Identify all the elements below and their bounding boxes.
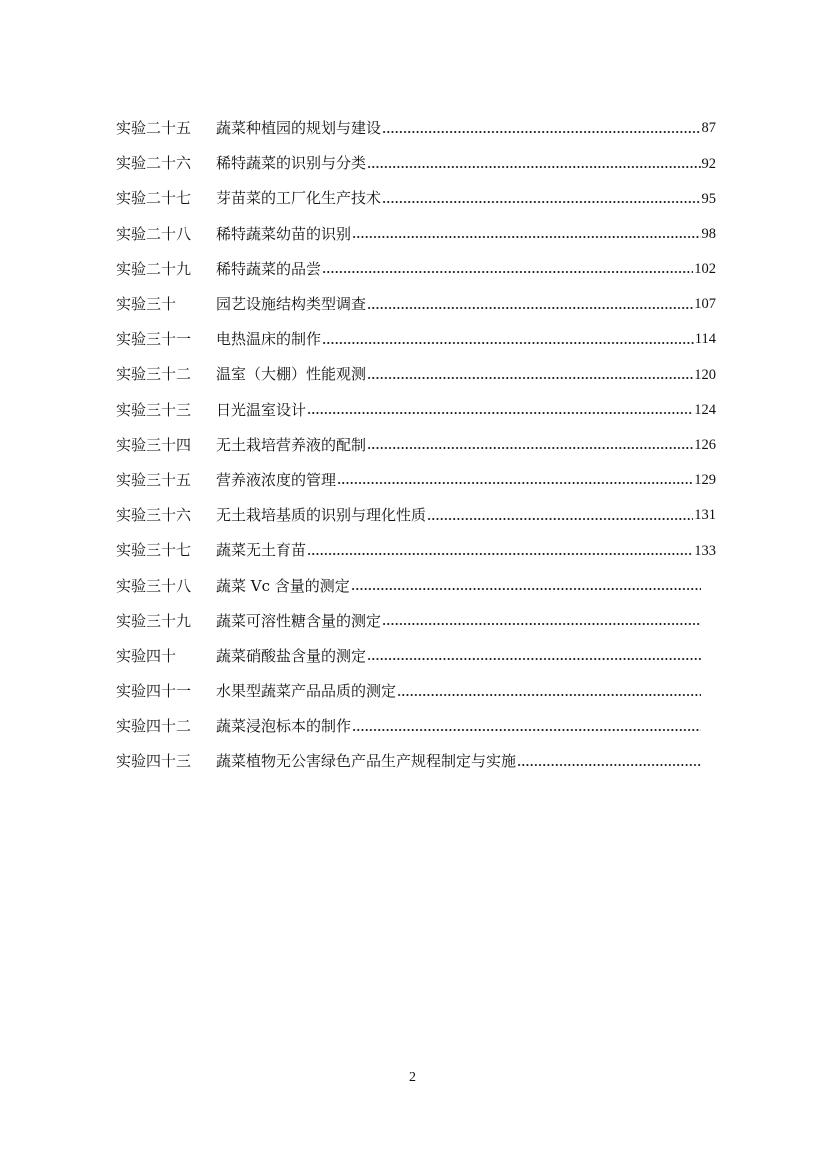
dot-leader [351, 588, 701, 590]
toc-entry-title: 蔬菜植物无公害绿色产品生产规程制定与实施 [216, 752, 517, 771]
toc-entry-page: 95 [701, 190, 716, 207]
dot-leader [382, 623, 701, 625]
toc-entry-page: 114 [694, 331, 716, 348]
dot-leader [367, 377, 693, 379]
toc-entry-title: 水果型蔬菜产品品质的测定 [216, 682, 397, 701]
toc-entry-title: 蔬菜硝酸盐含量的测定 [216, 646, 367, 665]
toc-entry-title: 芽苗菜的工厂化生产技术 [216, 189, 382, 208]
dot-leader [382, 131, 700, 133]
toc-entry[interactable] [116, 744, 716, 779]
toc-entry-title: 蔬菜浸泡标本的制作 [216, 717, 352, 736]
toc-entry-label: 实验二十九 [116, 259, 192, 278]
toc-entry-title: 稀特蔬菜的品尝 [216, 259, 322, 278]
toc-entry[interactable] [116, 217, 716, 252]
toc-entry-title: 蔬菜种植园的规划与建设 [216, 119, 382, 138]
toc-entry-label: 实验二十八 [116, 224, 192, 243]
toc-entry-label: 实验三十八 [116, 576, 192, 595]
toc-entry-page: 98 [701, 225, 716, 242]
toc-entry-page: 124 [694, 401, 716, 418]
toc-entry[interactable] [116, 428, 716, 463]
toc-entry-label: 实验三十三 [116, 400, 192, 419]
toc-entry-page: 126 [694, 437, 716, 454]
toc-entry-label: 实验三十六 [116, 506, 192, 525]
toc-entry-label: 实验四十二 [116, 717, 192, 736]
dot-leader [517, 764, 701, 766]
toc-entry-title: 稀特蔬菜的识别与分类 [216, 154, 367, 173]
toc-entry-title: 日光温室设计 [216, 400, 307, 419]
toc-entry[interactable] [116, 498, 716, 533]
dot-leader [367, 447, 693, 449]
dot-leader [367, 307, 693, 309]
dot-leader [307, 412, 693, 414]
toc-entry[interactable] [116, 533, 716, 568]
toc-entry[interactable] [116, 674, 716, 709]
page-number: 2 [409, 1070, 416, 1085]
toc-entry-title: 稀特蔬菜幼苗的识别 [216, 224, 352, 243]
toc-entry-page: 129 [694, 472, 716, 489]
toc-entry-label: 实验二十五 [116, 119, 192, 138]
toc-entry-title: 蔬菜可溶性糖含量的测定 [216, 611, 382, 630]
toc-entry-page: 107 [694, 296, 716, 313]
dot-leader [367, 166, 700, 168]
toc-entry[interactable] [116, 287, 716, 322]
toc-entry[interactable] [116, 604, 716, 639]
toc-entry[interactable] [116, 393, 716, 428]
toc-entry-label: 实验三十 [116, 295, 177, 314]
toc-entry[interactable] [116, 639, 716, 674]
dot-leader [397, 694, 701, 696]
toc-entry-label: 实验四十三 [116, 752, 192, 771]
toc-entry-title: 无土栽培营养液的配制 [216, 435, 367, 454]
dot-leader [322, 342, 694, 344]
toc-entry-title: 蔬菜无土育苗 [216, 541, 307, 560]
dot-leader [427, 518, 693, 520]
dot-leader [367, 658, 701, 660]
toc-entry-label: 实验三十四 [116, 435, 192, 454]
toc-entry-page: 92 [701, 155, 716, 172]
toc-entry[interactable] [116, 181, 716, 216]
toc-entry[interactable] [116, 322, 716, 357]
dot-leader [307, 553, 693, 555]
toc-entry[interactable] [116, 111, 716, 146]
dot-leader [382, 201, 700, 203]
toc-entry-title: 蔬菜 Vc 含量的测定 [216, 576, 350, 595]
toc-entry-page: 131 [694, 507, 716, 524]
toc-entry-title: 电热温床的制作 [216, 330, 322, 349]
toc-entry-title: 营养液浓度的管理 [216, 470, 337, 489]
toc-entry-label: 实验三十九 [116, 611, 192, 630]
toc-entry-page: 133 [694, 542, 716, 559]
toc-entry-page: 120 [694, 366, 716, 383]
toc-entry-label: 实验三十二 [116, 365, 192, 384]
table-of-contents [116, 111, 716, 780]
toc-entry[interactable] [116, 709, 716, 744]
toc-entry-label: 实验三十七 [116, 541, 192, 560]
toc-entry-title: 温室（大棚）性能观测 [216, 365, 367, 384]
toc-entry-title: 园艺设施结构类型调查 [216, 295, 367, 314]
dot-leader [337, 482, 693, 484]
toc-entry-label: 实验三十一 [116, 330, 192, 349]
toc-entry-label: 实验四十一 [116, 682, 192, 701]
dot-leader [322, 271, 693, 273]
toc-entry-page: 87 [701, 120, 716, 137]
toc-entry-title: 无土栽培基质的识别与理化性质 [216, 506, 427, 525]
toc-entry-label: 实验四十 [116, 646, 177, 665]
toc-entry-label: 实验二十六 [116, 154, 192, 173]
toc-entry[interactable] [116, 252, 716, 287]
toc-entry[interactable] [116, 357, 716, 392]
toc-entry[interactable] [116, 568, 716, 603]
dot-leader [352, 729, 701, 731]
toc-entry[interactable] [116, 463, 716, 498]
toc-entry-label: 实验三十五 [116, 470, 192, 489]
toc-entry[interactable] [116, 146, 716, 181]
toc-entry-page: 102 [694, 261, 716, 278]
toc-entry-label: 实验二十七 [116, 189, 192, 208]
dot-leader [352, 236, 700, 238]
